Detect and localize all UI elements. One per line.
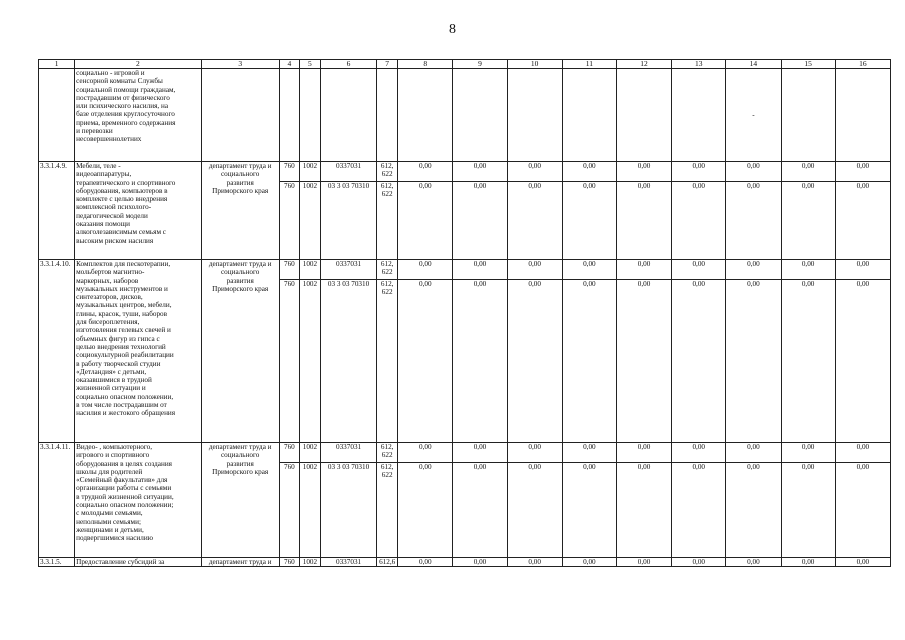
empty-cell <box>398 69 453 162</box>
empty-cell <box>299 69 320 162</box>
page-number: 8 <box>449 22 456 37</box>
value-cell: 0,00 <box>726 162 781 182</box>
target-code: 0337031 <box>320 260 376 280</box>
column-header: 4 <box>279 60 299 69</box>
value-cell: 0,00 <box>398 260 453 280</box>
value-cell: 0,00 <box>616 260 671 280</box>
row-number: 3.3.1.4.11. <box>39 443 75 558</box>
expense-type-code: 612, 622 <box>377 443 398 463</box>
ministry-code: 760 <box>279 260 299 280</box>
row-number <box>39 69 75 162</box>
value-cell: 0,00 <box>507 260 562 280</box>
target-code: 0337031 <box>320 443 376 463</box>
value-cell: 0,00 <box>398 558 453 567</box>
target-code: 0337031 <box>320 558 376 567</box>
expense-type-code: 612, 622 <box>377 260 398 280</box>
table-row <box>39 162 891 182</box>
ministry-code: 760 <box>279 443 299 463</box>
value-cell: 0,00 <box>453 260 507 280</box>
value-cell: 0,00 <box>726 182 781 260</box>
value-cell: 0,00 <box>672 182 726 260</box>
value-cell: 0,00 <box>672 558 726 567</box>
value-cell: 0,00 <box>616 162 671 182</box>
value-cell: 0,00 <box>507 182 562 260</box>
row-description: социально - игровой и сенсорной комнаты Службы социальной помощи гражданам, пострадавшим от физического или психического насилия, на базе отделения круглосуточного приема, временного содержания и перевозки несовершеннолетних <box>75 69 201 162</box>
expense-type-code: 612,6 <box>377 558 398 567</box>
column-header: 15 <box>781 60 835 69</box>
empty-cell <box>616 69 671 162</box>
ministry-code: 760 <box>279 463 299 558</box>
value-cell: 0,00 <box>781 182 835 260</box>
empty-cell <box>781 69 835 162</box>
expense-type-code: 612, 622 <box>377 463 398 558</box>
column-header: 2 <box>75 60 201 69</box>
value-cell: 0,00 <box>616 443 671 463</box>
row-number: 3.3.1.4.10. <box>39 260 75 443</box>
empty-cell <box>835 69 890 162</box>
value-cell: 0,00 <box>672 463 726 558</box>
value-cell: 0,00 <box>507 280 562 443</box>
empty-cell <box>201 69 279 162</box>
value-cell: 0,00 <box>672 162 726 182</box>
section-code: 1002 <box>299 162 320 182</box>
value-cell: 0,00 <box>726 463 781 558</box>
value-cell: 0,00 <box>398 280 453 443</box>
value-cell: 0,00 <box>507 162 562 182</box>
value-cell: 0,00 <box>616 182 671 260</box>
value-cell: 0,00 <box>616 280 671 443</box>
value-cell: 0,00 <box>398 443 453 463</box>
budget-table <box>38 59 891 567</box>
value-cell: 0,00 <box>616 558 671 567</box>
expense-type-code: 612, 622 <box>377 280 398 443</box>
empty-cell <box>507 69 562 162</box>
value-cell: 0,00 <box>453 558 507 567</box>
value-cell: 0,00 <box>562 162 616 182</box>
empty-cell <box>672 69 726 162</box>
value-cell: 0,00 <box>781 260 835 280</box>
value-cell: 0,00 <box>726 280 781 443</box>
value-cell: 0,00 <box>726 558 781 567</box>
value-cell: 0,00 <box>562 463 616 558</box>
section-code: 1002 <box>299 182 320 260</box>
value-cell: 0,00 <box>781 162 835 182</box>
value-cell: 0,00 <box>562 443 616 463</box>
value-cell: 0,00 <box>672 260 726 280</box>
table-row <box>39 69 891 162</box>
value-cell: 0,00 <box>781 558 835 567</box>
ministry-code: 760 <box>279 558 299 567</box>
value-cell: 0,00 <box>835 182 890 260</box>
value-cell: 0,00 <box>562 280 616 443</box>
value-cell: 0,00 <box>616 463 671 558</box>
value-cell: 0,00 <box>398 463 453 558</box>
ministry-code: 760 <box>279 182 299 260</box>
row-executor: департамент труда и социального развития Приморского края <box>201 260 279 443</box>
column-header: 10 <box>507 60 562 69</box>
target-code: 0337031 <box>320 162 376 182</box>
column-header: 14 <box>726 60 781 69</box>
value-cell: 0,00 <box>507 558 562 567</box>
column-header: 1 <box>39 60 75 69</box>
value-cell: 0,00 <box>726 443 781 463</box>
row-executor: департамент труда и социального развития Приморского края <box>201 162 279 260</box>
column-header: 3 <box>201 60 279 69</box>
empty-cell <box>279 69 299 162</box>
table-row <box>39 260 891 280</box>
column-header: 13 <box>672 60 726 69</box>
column-header: 12 <box>616 60 671 69</box>
column-header: 11 <box>562 60 616 69</box>
mark-cell: - <box>726 69 781 162</box>
row-description: Видео- , компьютерного, игрового и спортивного оборудования в целях создания школы для родителей «Семейный факультатив» для организации работы с семьями в трудной жизненной ситуации, социально опасном положении; с молодыми семьями, неполными семьями; женщинами и детьми, подвергшимися насилию <box>75 443 201 558</box>
value-cell: 0,00 <box>781 443 835 463</box>
value-cell: 0,00 <box>835 463 890 558</box>
value-cell: 0,00 <box>398 162 453 182</box>
section-code: 1002 <box>299 443 320 463</box>
value-cell: 0,00 <box>781 280 835 443</box>
empty-cell <box>377 69 398 162</box>
value-cell: 0,00 <box>453 463 507 558</box>
value-cell: 0,00 <box>672 280 726 443</box>
section-code: 1002 <box>299 463 320 558</box>
column-header: 8 <box>398 60 453 69</box>
row-description: Комплектов для пескотерапии, мольбертов магнитно- маркерных, наборов музыкальных инструментов и синтезаторов, дисков, музыкальных центров, мебели, глины, красок, туши, наборов для бисероплетения, изготовления гелевых свечей и объемных фигур из гипса с целью внедрения технологий социокультурной реабилитации в работу творческой студии «Детландия» с детьми, оказавшимися в трудной жизненной ситуации и социально опасном положении, в том числе пострадавшим от насилия и жестокого обращения <box>75 260 201 443</box>
empty-cell <box>562 69 616 162</box>
target-code: 03 3 03 70310 <box>320 463 376 558</box>
target-code: 03 3 03 70310 <box>320 182 376 260</box>
value-cell: 0,00 <box>726 260 781 280</box>
ministry-code: 760 <box>279 280 299 443</box>
row-number: 3.3.1.4.9. <box>39 162 75 260</box>
empty-cell <box>320 69 376 162</box>
value-cell: 0,00 <box>562 260 616 280</box>
value-cell: 0,00 <box>507 443 562 463</box>
value-cell: 0,00 <box>453 162 507 182</box>
value-cell: 0,00 <box>453 443 507 463</box>
column-header: 7 <box>377 60 398 69</box>
value-cell: 0,00 <box>835 558 890 567</box>
row-description: Мебели, теле - видеоаппаратуры, терапевтического и спортивного оборудования, компьютеров в комплекте с целью внедрения комплексной психолого- педагогической модели оказания помощи алкоголезависимым семьям с высоким риском насилия <box>75 162 201 260</box>
value-cell: 0,00 <box>453 182 507 260</box>
value-cell: 0,00 <box>562 182 616 260</box>
row-executor: департамент труда и <box>201 558 279 567</box>
column-header: 9 <box>453 60 507 69</box>
column-header: 5 <box>299 60 320 69</box>
section-code: 1002 <box>299 280 320 443</box>
value-cell: 0,00 <box>835 443 890 463</box>
value-cell: 0,00 <box>835 280 890 443</box>
value-cell: 0,00 <box>835 162 890 182</box>
table-row <box>39 443 891 463</box>
column-header: 6 <box>320 60 376 69</box>
value-cell: 0,00 <box>781 463 835 558</box>
value-cell: 0,00 <box>453 280 507 443</box>
ministry-code: 760 <box>279 162 299 182</box>
value-cell: 0,00 <box>835 260 890 280</box>
expense-type-code: 612, 622 <box>377 182 398 260</box>
section-code: 1002 <box>299 260 320 280</box>
value-cell: 0,00 <box>672 443 726 463</box>
table-row <box>39 558 891 567</box>
empty-cell <box>453 69 507 162</box>
target-code: 03 3 03 70310 <box>320 280 376 443</box>
value-cell: 0,00 <box>398 182 453 260</box>
row-number: 3.3.1.5. <box>39 558 75 567</box>
header-row <box>39 60 891 69</box>
row-executor: департамент труда и социального развития Приморского края <box>201 443 279 558</box>
value-cell: 0,00 <box>507 463 562 558</box>
row-description: Предоставление субсидий за <box>75 558 201 567</box>
section-code: 1002 <box>299 558 320 567</box>
expense-type-code: 612, 622 <box>377 162 398 182</box>
column-header: 16 <box>835 60 890 69</box>
value-cell: 0,00 <box>562 558 616 567</box>
